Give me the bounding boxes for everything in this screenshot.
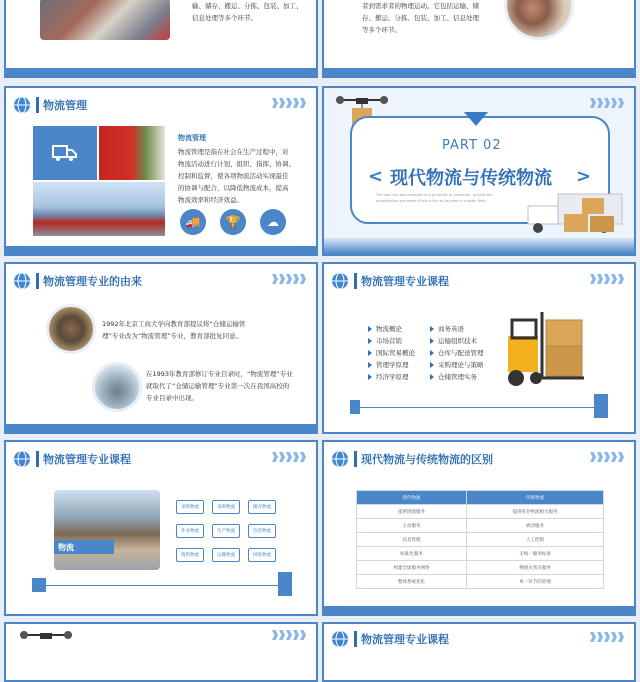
- flow-3-1: 销售物流: [176, 548, 204, 562]
- course-right-2: 运输组织技术: [430, 336, 477, 345]
- port-photo: [54, 490, 160, 570]
- chevron-decoration: [271, 452, 306, 462]
- slide-3-title: 物流管理: [43, 99, 87, 112]
- photo-label: 物流: [54, 540, 114, 554]
- slide-9[interactable]: [4, 622, 318, 682]
- flow-2-2: 生产物流: [212, 524, 240, 538]
- chevron-decoration: [589, 98, 624, 108]
- slide-5-title: 物流管理专业的由来: [43, 275, 142, 288]
- table-header: 传统物流: [467, 491, 604, 505]
- trophy-icon: 🏆: [220, 209, 246, 235]
- table-row: 整体系统优化 单一环节的管理: [357, 575, 604, 589]
- slide-7-title: 物流管理专业课程: [43, 453, 131, 466]
- slide-2-text: 者到需求者的物理运动。它包括运输、储 存、搬运、分拣、包装、加工、信息处理 等多个环节。: [362, 2, 479, 34]
- slide-3-header: [12, 94, 87, 116]
- chevron-decoration: [589, 274, 624, 284]
- flow-3-2: 运输物流: [212, 548, 240, 562]
- chevron-decoration: [589, 452, 624, 462]
- truck-icon-tile: [33, 126, 97, 180]
- city-truck-photo: [33, 182, 165, 236]
- course-right-5: 仓储管理实务: [430, 372, 477, 381]
- slide-5-para1: 1992年北京工商大学向教育部提议将“仓储运输管 理”专业改为“物流管理”专业，教育部批复同意。: [102, 320, 246, 340]
- slide-1-bottom-bar: [6, 68, 316, 76]
- flow-3-3: 回收物流: [248, 548, 276, 562]
- course-left-1: 物流概论: [368, 324, 402, 333]
- slide-7[interactable]: [4, 440, 318, 616]
- truck-boxes-illustration: [524, 188, 624, 244]
- slide-3-body: 物流管理是指在社会在生产过程中，对 物流活动进行计划、组织、指挥、协调、 控制和监督，使各项物流活动实现最佳 的协调与配合，以降低物流成本，提高 物流效率和经济效益。: [178, 148, 295, 204]
- course-right-4: 采购理论与策略: [430, 360, 484, 369]
- containers-photo: [46, 304, 96, 354]
- people-photo: [504, 0, 574, 40]
- part-label: PART 02: [442, 138, 502, 153]
- table-row: 主动服务 被动服务: [357, 519, 604, 533]
- slide-4[interactable]: [322, 86, 636, 256]
- globe-icon: [330, 271, 350, 291]
- flow-1-2: 采购物流: [212, 500, 240, 514]
- slide-6-title: 物流管理专业课程: [361, 275, 449, 288]
- truck-icon: 🚚: [180, 209, 206, 235]
- globe-icon: [330, 629, 350, 649]
- slide-8-bottom-bar: [324, 606, 634, 614]
- slide-8-header: [330, 448, 493, 470]
- slide-10-title: 物流管理专业课程: [361, 633, 449, 646]
- slide-6[interactable]: [322, 262, 636, 434]
- chevron-decoration: [271, 274, 306, 284]
- slide-8-title: 现代物流与传统物流的区别: [361, 453, 493, 466]
- cloud-icon: ☁: [260, 209, 286, 235]
- chevron-decoration: [589, 632, 624, 642]
- flow-1-3: 储存物流: [248, 500, 276, 514]
- slide-7-right-marker: [278, 572, 292, 596]
- red-container-photo: [99, 126, 165, 180]
- part-desc: The user can demonstrate on a projector or computer, or print the presentation and make it into a film to be used in a wider field: [376, 193, 493, 203]
- slide-6-header: [330, 270, 449, 292]
- slide-3-subtitle: 物流管理: [178, 134, 206, 142]
- table-row: 构建全球服务网络 侧重点到点服务: [357, 561, 604, 575]
- wave-decoration: [324, 238, 634, 254]
- slide-1[interactable]: [4, 0, 318, 78]
- part-title: 现代物流与传统物流: [390, 168, 552, 189]
- comparison-table: [356, 490, 604, 589]
- course-left-5: 经济学原理: [368, 372, 409, 381]
- globe-icon: [330, 449, 350, 469]
- right-chevron-icon: >: [576, 166, 592, 187]
- flow-1-1: 采购物流: [176, 500, 204, 514]
- table-header-row: [357, 491, 604, 505]
- course-left-4: 管理学原理: [368, 360, 409, 369]
- truck-icon: [52, 143, 78, 163]
- slide-10[interactable]: [322, 622, 636, 682]
- slide-3-bottom-bar: [6, 246, 316, 254]
- left-chevron-icon: <: [368, 166, 384, 187]
- slide-1-text: 输、储存、搬运、分拣、包装、加工、 信息处理等多个环节。: [192, 2, 303, 22]
- slide-5-header: [12, 270, 142, 292]
- slide-10-header: [330, 628, 449, 650]
- chevron-decoration: [271, 630, 306, 640]
- flow-2-3: 包装物流: [248, 524, 276, 538]
- city-photo: [92, 362, 142, 412]
- globe-icon: [12, 449, 32, 469]
- slide-7-header: [12, 448, 131, 470]
- forklift-illustration: [500, 306, 590, 390]
- globe-icon: [12, 95, 32, 115]
- slide-6-right-marker: [594, 394, 608, 418]
- course-left-3: 国际贸易概论: [368, 348, 415, 357]
- slide-5[interactable]: [4, 262, 318, 434]
- chevron-decoration: [271, 98, 306, 108]
- slide-5-para2: 在1993年教育部修订专业目录时，“物流管理”专业 就取代了“仓储运输管理”专业第一次在我国高校的 专业目录中出现。: [146, 370, 293, 402]
- course-left-2: 市场营销: [368, 336, 402, 345]
- slide-7-left-marker: [32, 578, 46, 592]
- slide-7-line: [46, 585, 278, 586]
- slide-3[interactable]: [4, 86, 318, 256]
- globe-icon: [12, 271, 32, 291]
- course-right-1: 商务英语: [430, 324, 464, 333]
- slide-2[interactable]: [322, 0, 636, 78]
- slide-5-bottom-bar: [6, 424, 316, 432]
- slide-8[interactable]: [322, 440, 636, 616]
- table-row: 信息管理 人工控制: [357, 533, 604, 547]
- warehouse-photo: [40, 0, 170, 40]
- slide-2-bottom-bar: [324, 68, 634, 76]
- table-row: 标准化服务 无统一服务标准: [357, 547, 604, 561]
- course-right-3: 仓库与配送管理: [430, 348, 484, 357]
- notch-triangle: [464, 112, 488, 126]
- table-row: 提供增值服务 提供库存物流相关服务: [357, 505, 604, 519]
- slide-6-left-marker: [350, 400, 360, 414]
- table-header: 现代物流: [357, 491, 467, 505]
- flow-2-1: 作业物流: [176, 524, 204, 538]
- slide-6-line: [360, 407, 594, 408]
